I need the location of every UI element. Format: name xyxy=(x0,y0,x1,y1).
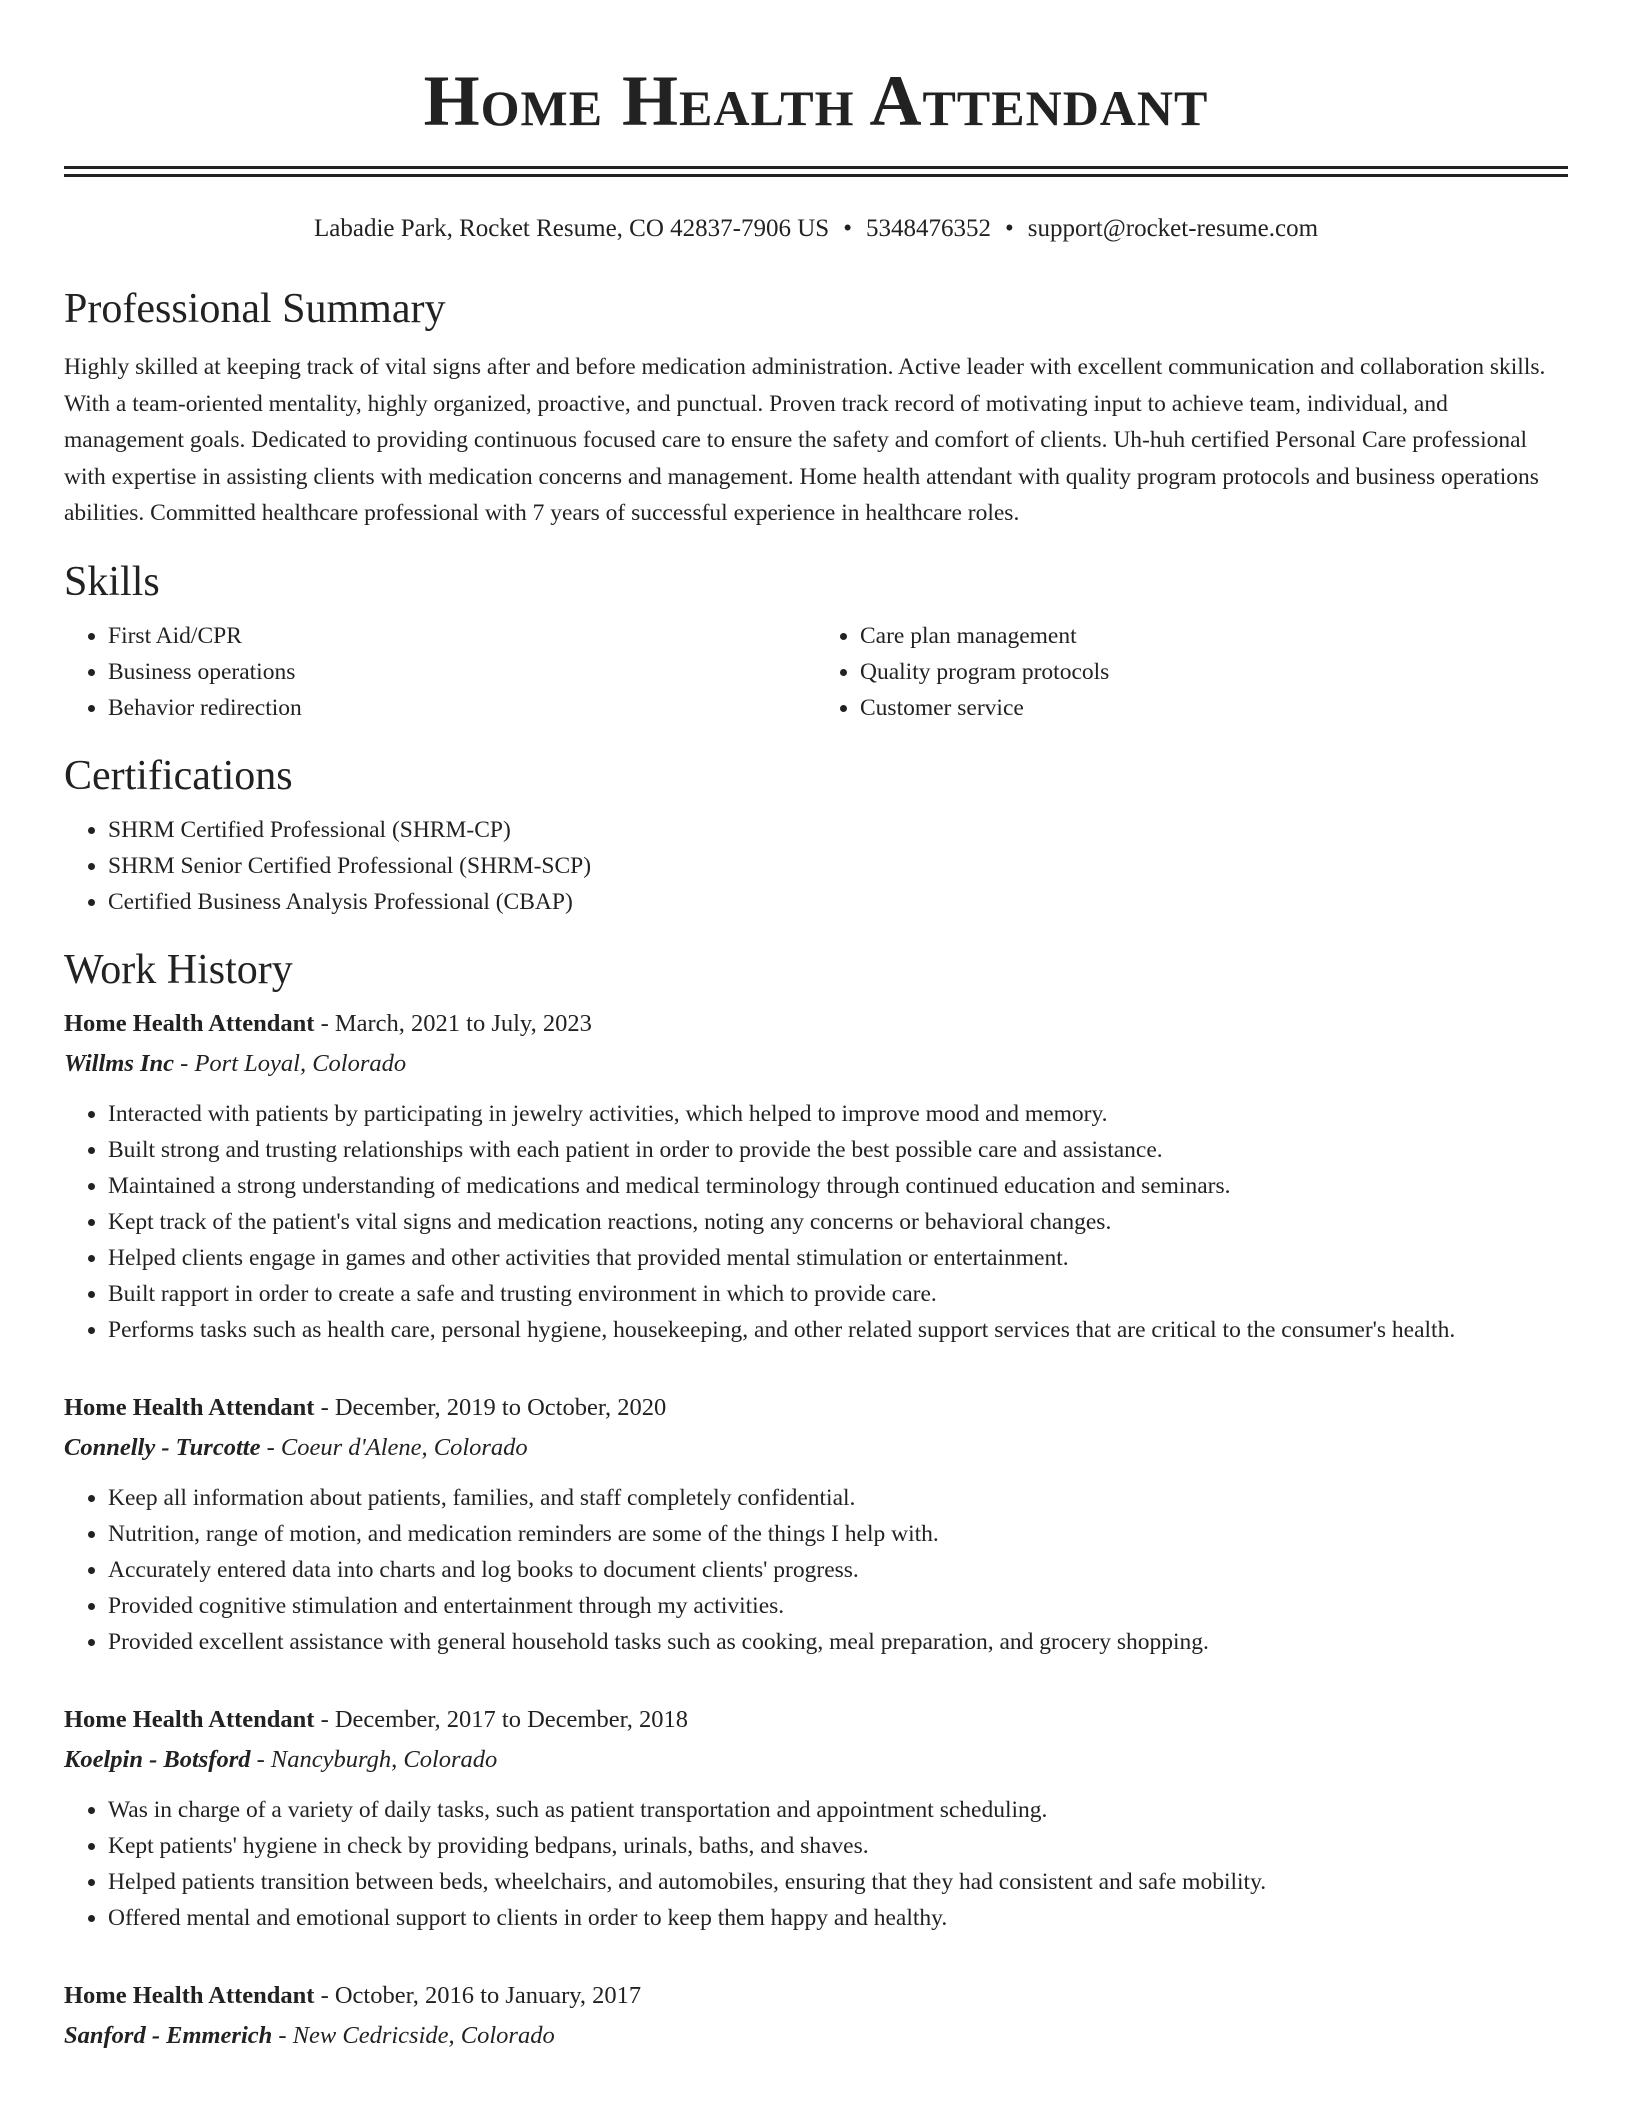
job-duty: • Maintained a strong understanding of medications and medical terminology through continued education and seminars. xyxy=(108,1168,1568,1204)
skill-item: • First Aid/CPR xyxy=(108,618,816,654)
job-dates: - October, 2016 to January, 2017 xyxy=(320,1981,642,2009)
job-duty: • Helped patients transition between beds, wheelchairs, and automobiles, ensuring that they had consistent and safe mobility. xyxy=(108,1864,1568,1900)
job-title: Home Health Attendant xyxy=(64,1981,315,2009)
job-duty: • Interacted with patients by participating in jewelry activities, which helped to improve mood and memory. xyxy=(108,1096,1568,1132)
job-location: - Nancyburgh, Colorado xyxy=(256,1745,498,1773)
resume-title: Home Health Attendant xyxy=(423,61,1209,141)
certification-item: • Certified Business Analysis Professional (CBAP) xyxy=(108,884,1568,920)
job-title-line xyxy=(64,1976,1568,2016)
job-company-line xyxy=(64,1740,1568,1780)
certifications-section xyxy=(64,750,1568,920)
job-entry xyxy=(64,1388,1568,1660)
contact-separator: • xyxy=(1004,215,1014,242)
header-rule-top xyxy=(64,166,1568,169)
job-title-line xyxy=(64,1700,1568,1740)
job-duties-list xyxy=(64,1480,1568,1660)
job-duty: • Provided excellent assistance with general household tasks such as cooking, meal preparation, and grocery shopping. xyxy=(108,1624,1568,1660)
job-duty: • Kept patients' hygiene in check by providing bedpans, urinals, baths, and shaves. xyxy=(108,1828,1568,1864)
contact-line xyxy=(64,213,1568,245)
job-company: Connelly - Turcotte xyxy=(64,1433,261,1461)
job-title: Home Health Attendant xyxy=(64,1009,315,1037)
skill-item: • Customer service xyxy=(860,690,1568,726)
summary-section xyxy=(64,283,1568,532)
skills-columns xyxy=(64,618,1568,726)
certification-item: • SHRM Senior Certified Professional (SHRM-SCP) xyxy=(108,848,1568,884)
skill-item: • Quality program protocols xyxy=(860,654,1568,690)
job-title: Home Health Attendant xyxy=(64,1705,315,1733)
job-company: Koelpin - Botsford xyxy=(64,1745,251,1773)
job-company: Sanford - Emmerich xyxy=(64,2021,273,2049)
summary-heading: Professional Summary xyxy=(64,286,446,332)
job-duty: • Keep all information about patients, families, and staff completely confidential. xyxy=(108,1480,1568,1516)
job-title: Home Health Attendant xyxy=(64,1393,315,1421)
job-duty: • Accurately entered data into charts and log books to document clients' progress. xyxy=(108,1552,1568,1588)
job-title-line xyxy=(64,1004,1568,1044)
contact-phone: 5348476352 xyxy=(865,215,991,242)
skills-section xyxy=(64,556,1568,726)
job-duty: • Kept track of the patient's vital signs and medication reactions, noting any concerns or behavioral changes. xyxy=(108,1204,1568,1240)
job-title-line xyxy=(64,1388,1568,1428)
certifications-list xyxy=(64,812,1568,920)
job-company-line xyxy=(64,1428,1568,1468)
summary-text: Highly skilled at keeping track of vital signs after and before medication administration. Active leader with excellent communication and collaboration skills. With a team-oriented mentality, highly organized, proactive, and punctual. Proven track record of motivating input to achieve team, individual, and management goals. Dedicated to providing continuous focused care to ensure the safety and comfort of clients. Uh-huh certified Personal Care professional with expertise in assisting clients with medication concerns and management. Home health attendant with quality program protocols and business operations abilities. Committed healthcare professional with 7 years of successful experience in healthcare roles. xyxy=(64,354,1546,526)
job-duty: • Helped clients engage in games and other activities that provided mental stimulation or entertainment. xyxy=(108,1240,1568,1276)
job-location: - New Cedricside, Colorado xyxy=(278,2021,555,2049)
job-dates: - December, 2017 to December, 2018 xyxy=(320,1705,689,1733)
contact-separator: • xyxy=(843,215,852,242)
skill-item: • Business operations xyxy=(108,654,816,690)
job-entry xyxy=(64,1976,1568,2056)
job-company-line xyxy=(64,2016,1568,2056)
job-company-line xyxy=(64,1044,1568,1084)
skills-heading: Skills xyxy=(64,558,160,605)
job-company: Willms Inc xyxy=(64,1049,175,1077)
job-duty: • Was in charge of a variety of daily tasks, such as patient transportation and appointment scheduling. xyxy=(108,1792,1568,1828)
contact-address: Labadie Park, Rocket Resume, CO 42837-7906 US xyxy=(313,215,830,242)
job-entry xyxy=(64,1700,1568,1936)
job-duty: • Built strong and trusting relationships with each patient in order to provide the best possible care and assistance. xyxy=(108,1132,1568,1168)
skill-item: • Care plan management xyxy=(860,618,1568,654)
job-dates: - December, 2019 to October, 2020 xyxy=(320,1393,667,1421)
job-dates: - March, 2021 to July, 2023 xyxy=(320,1009,592,1037)
job-duties-list xyxy=(64,1792,1568,1936)
work-history-heading: Work History xyxy=(64,946,293,993)
job-location: - Port Loyal, Colorado xyxy=(180,1049,407,1077)
job-duty: • Nutrition, range of motion, and medication reminders are some of the things I help with. xyxy=(108,1516,1568,1552)
job-duty: • Performs tasks such as health care, personal hygiene, housekeeping, and other related support services that are critical to the consumer's health. xyxy=(108,1312,1568,1348)
skill-item: • Behavior redirection xyxy=(108,690,816,726)
work-history-section xyxy=(64,944,1568,2056)
contact-email: support@rocket-resume.com xyxy=(1027,215,1319,242)
job-duty: • Offered mental and emotional support to clients in order to keep them happy and healthy. xyxy=(108,1900,1568,1936)
job-duties-list xyxy=(64,1096,1568,1348)
job-entry xyxy=(64,1004,1568,1348)
skills-right-list xyxy=(816,618,1568,726)
certification-item: • SHRM Certified Professional (SHRM-CP) xyxy=(108,812,1568,848)
skills-left-list xyxy=(64,618,816,726)
job-duty: • Built rapport in order to create a safe and trusting environment in which to provide care. xyxy=(108,1276,1568,1312)
job-duty: • Provided cognitive stimulation and entertainment through my activities. xyxy=(108,1588,1568,1624)
certifications-heading: Certifications xyxy=(64,752,293,799)
job-location: - Coeur d'Alene, Colorado xyxy=(266,1433,528,1461)
header-rule-bottom xyxy=(64,174,1568,177)
